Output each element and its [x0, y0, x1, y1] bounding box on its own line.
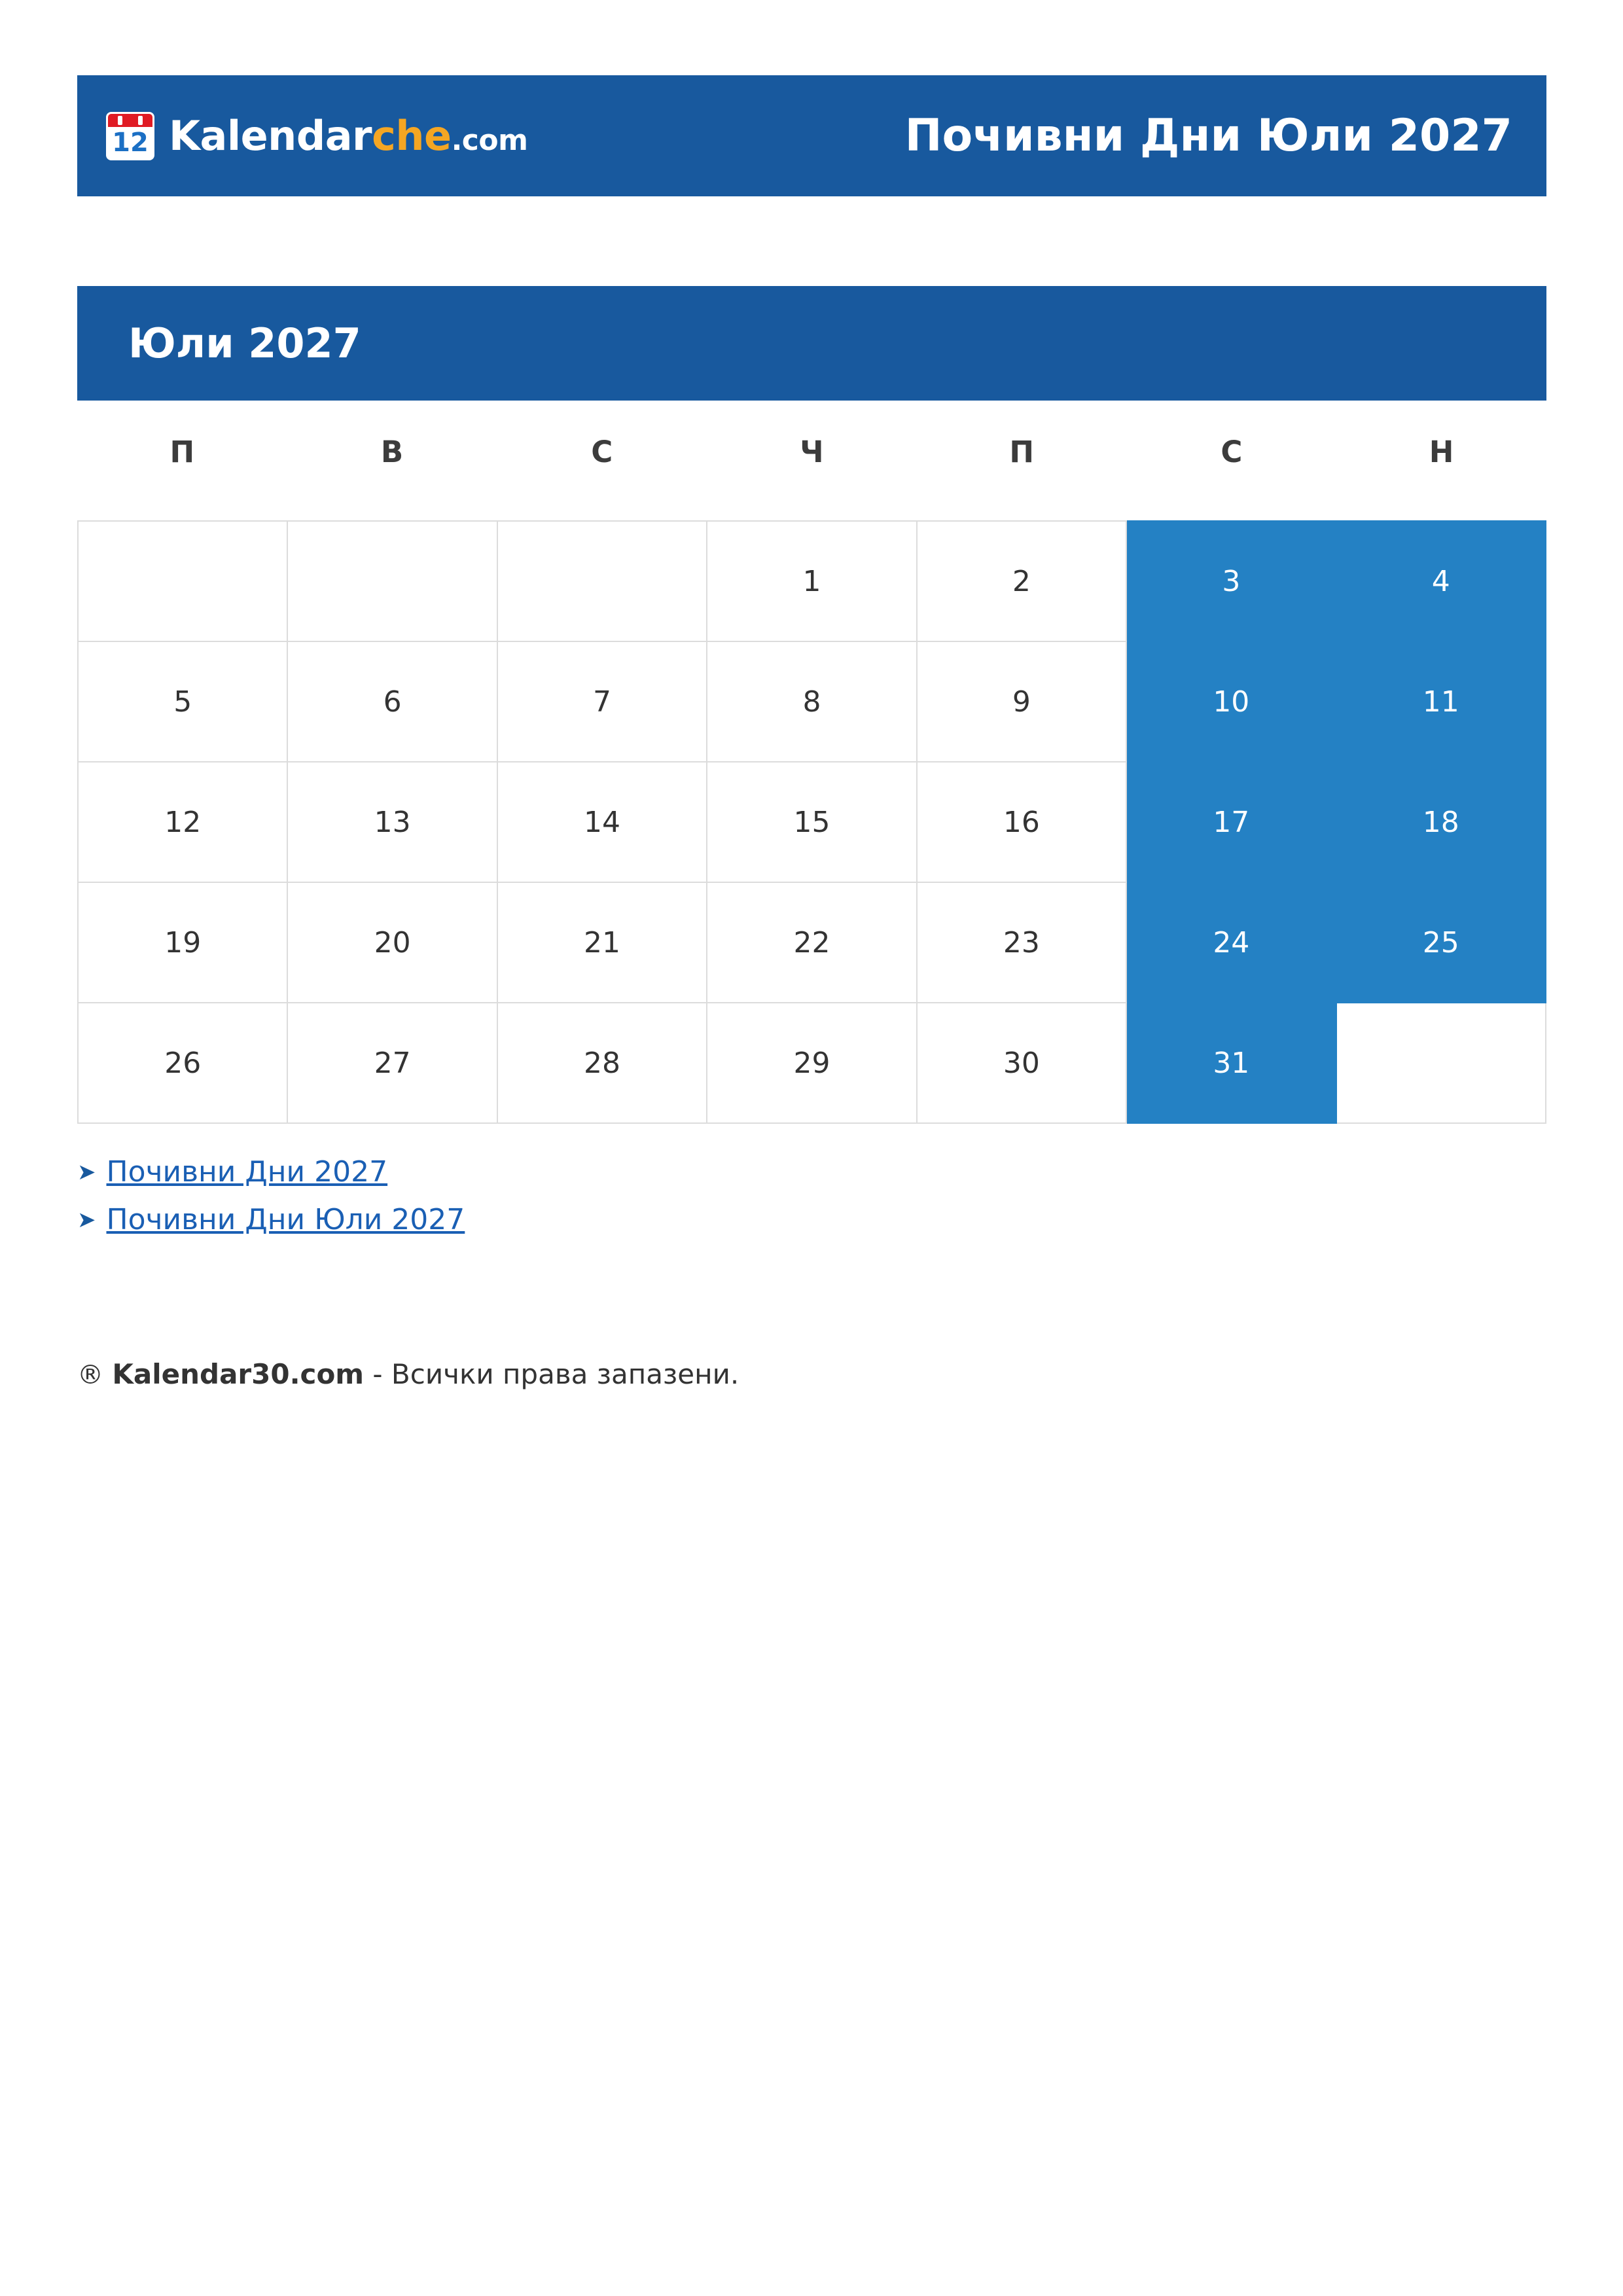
day-cell[interactable]: 28	[497, 1003, 707, 1123]
day-cell-weekend[interactable]: 18	[1336, 762, 1546, 882]
day-cell[interactable]: 30	[917, 1003, 1126, 1123]
day-cell[interactable]: 14	[497, 762, 707, 882]
day-cell[interactable]	[78, 521, 287, 641]
arrow-icon: ➤	[77, 1158, 96, 1185]
link-holidays-july-2027[interactable]: Почивни Дни Юли 2027	[106, 1203, 465, 1236]
day-cell[interactable]: 22	[707, 882, 916, 1003]
calendar-body	[78, 521, 1546, 1123]
day-cell[interactable]	[287, 521, 497, 641]
day-cell[interactable]: 26	[78, 1003, 287, 1123]
calendar-icon-ring-right	[138, 116, 143, 125]
calendar-week-row	[78, 1003, 1546, 1123]
weekday-label-1: П	[169, 435, 195, 469]
brand-logo[interactable]	[106, 112, 527, 160]
brand-part-one: Kalendar	[169, 112, 372, 160]
day-cell[interactable]: 19	[78, 882, 287, 1003]
registered-mark-icon: ®	[77, 1360, 103, 1390]
page-title: Почивни Дни Юли 2027	[904, 110, 1512, 162]
day-cell[interactable]: 7	[497, 641, 707, 762]
day-cell-weekend[interactable]: 17	[1126, 762, 1336, 882]
arrow-icon: ➤	[77, 1206, 96, 1233]
weekday-label-4: Ч	[800, 435, 824, 469]
weekday-header-row	[77, 425, 1546, 478]
calendar-icon-top	[108, 114, 152, 127]
weekday-label-2: В	[380, 435, 404, 469]
day-cell-empty	[1336, 1003, 1546, 1123]
weekday-label-7: Н	[1429, 435, 1454, 469]
day-cell[interactable]: 8	[707, 641, 916, 762]
day-cell[interactable]: 20	[287, 882, 497, 1003]
month-header	[77, 286, 1546, 401]
day-cell-weekend[interactable]: 25	[1336, 882, 1546, 1003]
related-links	[77, 1155, 1546, 1251]
day-cell[interactable]: 9	[917, 641, 1126, 762]
calendar-week-row	[78, 882, 1546, 1003]
day-cell[interactable]	[497, 521, 707, 641]
day-cell-weekend[interactable]: 10	[1126, 641, 1336, 762]
footer-site-name: Kalendar30.com	[112, 1358, 365, 1390]
day-cell[interactable]: 29	[707, 1003, 916, 1123]
calendar-week-row	[78, 521, 1546, 641]
day-cell[interactable]: 13	[287, 762, 497, 882]
list-item[interactable]	[77, 1203, 1546, 1236]
day-cell-weekend[interactable]: 24	[1126, 882, 1336, 1003]
day-cell[interactable]: 5	[78, 641, 287, 762]
calendar-icon-number: 12	[112, 127, 149, 158]
calendar-week-row	[78, 641, 1546, 762]
weekday-label-6: С	[1221, 435, 1243, 469]
day-cell[interactable]: 1	[707, 521, 916, 641]
site-header	[77, 75, 1546, 196]
day-cell-weekend[interactable]: 31	[1126, 1003, 1336, 1123]
footer	[77, 1358, 1546, 1390]
day-cell[interactable]: 12	[78, 762, 287, 882]
day-cell[interactable]: 6	[287, 641, 497, 762]
day-cell[interactable]: 15	[707, 762, 916, 882]
footer-rights-text: - Всички права запазени.	[364, 1358, 740, 1390]
day-cell[interactable]: 27	[287, 1003, 497, 1123]
brand-part-two: che	[372, 112, 452, 160]
brand-part-three: .com	[451, 124, 528, 157]
calendar-week-row	[78, 762, 1546, 882]
day-cell[interactable]: 23	[917, 882, 1126, 1003]
month-title: Юли 2027	[128, 319, 361, 367]
day-cell[interactable]: 16	[917, 762, 1126, 882]
list-item[interactable]	[77, 1155, 1546, 1189]
day-cell[interactable]: 2	[917, 521, 1126, 641]
weekday-label-5: П	[1009, 435, 1035, 469]
day-cell-weekend[interactable]: 4	[1336, 521, 1546, 641]
calendar-grid	[77, 520, 1546, 1124]
calendar-icon	[106, 112, 154, 160]
weekday-label-3: С	[591, 435, 613, 469]
day-cell[interactable]: 21	[497, 882, 707, 1003]
brand-wordmark	[169, 112, 527, 160]
link-holidays-2027[interactable]: Почивни Дни 2027	[106, 1155, 388, 1189]
day-cell-weekend[interactable]: 3	[1126, 521, 1336, 641]
calendar-icon-ring-left	[118, 116, 122, 125]
day-cell-weekend[interactable]: 11	[1336, 641, 1546, 762]
